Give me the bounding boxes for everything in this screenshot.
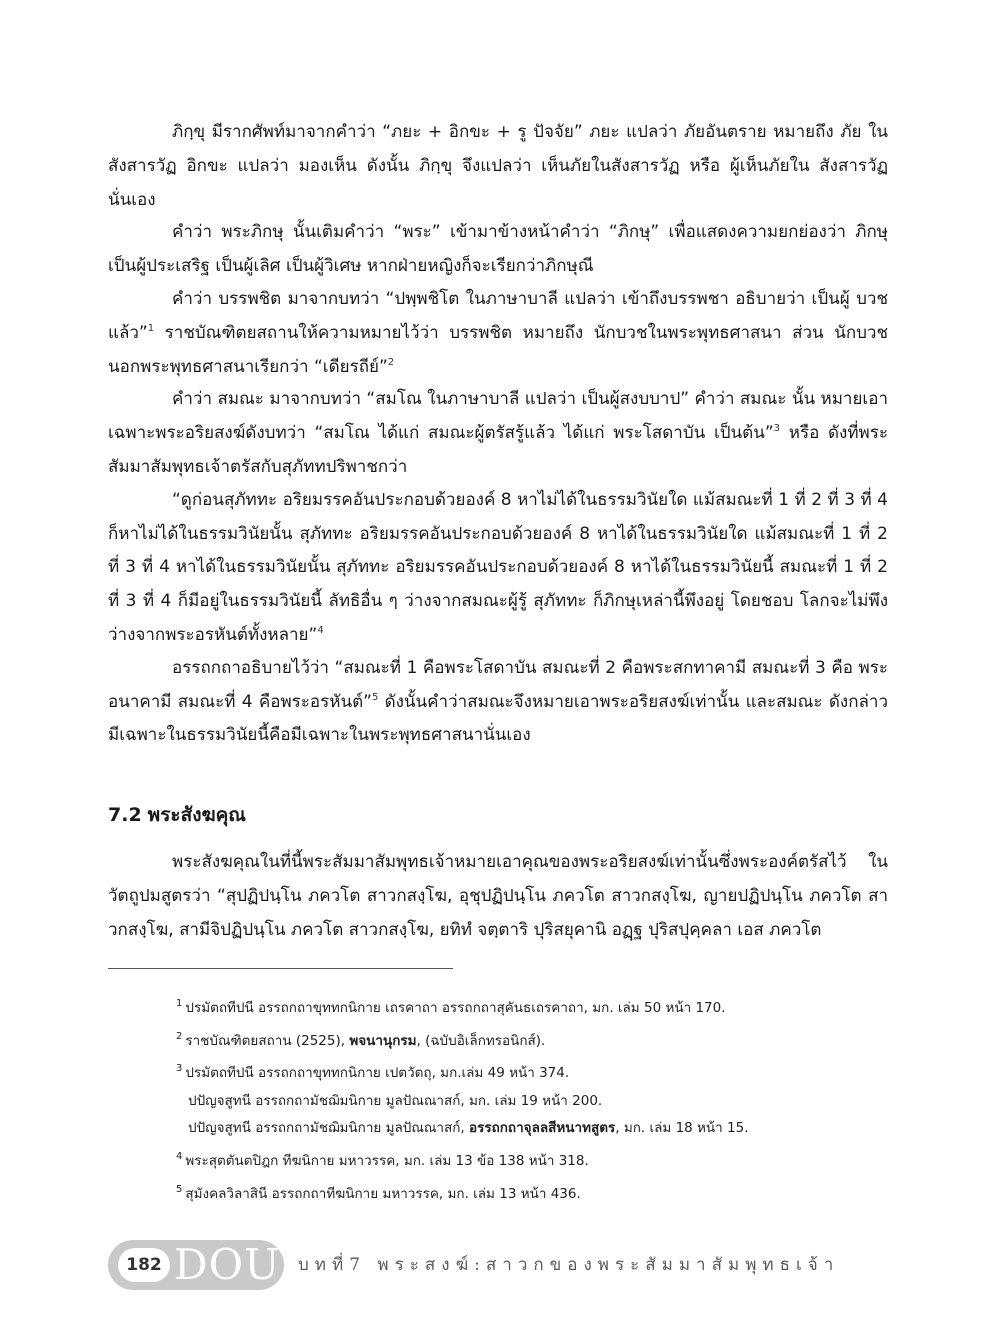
footnote-5 — [176, 1176, 896, 1209]
footnote-3 — [176, 1055, 896, 1088]
page-number: 182 — [118, 1248, 170, 1282]
footnotes — [176, 990, 896, 1208]
footnote-4-number: 4 — [176, 1150, 183, 1162]
paragraph-atthakatha-part2: ดังนั้นคำว่าสมณะจึงหมายเอาพระอริยสงฆ์เท่านั้น และสมณะ ดังกล่าวมีเฉพาะในธรรมวินัยนี้คือมีเฉพาะในพระพุทธศาสนานั่นเอง — [108, 691, 888, 746]
footnote-2-text-b: , (ฉบับอิเล็กทรอนิกส์). — [416, 1032, 546, 1049]
section-title: พระสังฆคุณ — [147, 804, 246, 826]
footnote-1-number: 1 — [176, 998, 183, 1009]
chapter-title: บทที่7 พระสงฆ์:สาวกของพระสัมมาสัมพุทธเจ้า — [298, 1255, 840, 1275]
footnote-ref-4[interactable]: 4 — [317, 624, 324, 636]
paragraph-banphachit-part1: คำว่า บรรพชิต มาจากบทว่า “ปพฺพชิโต ในภาษาบาลี แปลว่า เข้าถึงบรรพชา อธิบายว่า เป็นผู้ บวชแล้ว” — [108, 288, 888, 343]
paragraph-sanghakhun: พระสังฆคุณในที่นี้พระสัมมาสัมพุทธเจ้าหมายเอาคุณของพระอริยสงฆ์เท่านั้นซึ่งพระองค์ตรัสไว้ ในวัตถูปมสูตรว่า “สุปฏิปนฺโน ภควโต สาวกสงฺโฆ, อุชุปฏิปนฺโน ภควโต สาวกสงฺโฆ, ญายปฏิปนฺโน ภควโต สาวกสงฺโฆ, สามีจิปฏิปนฺโน ภควโต สาวกสงฺโฆ, ยทิทํ จตฺตาริ ปุริสยุคานิ อฏฺฐ ปุริสปุคฺคลา เอส ภควโต — [108, 852, 888, 940]
section-body — [108, 846, 888, 947]
footnote-2-bold: พจนานุกรม — [349, 1032, 417, 1049]
paragraph-quote-subhadda — [108, 484, 888, 653]
footnote-2-number: 2 — [176, 1030, 183, 1042]
footnote-5-number: 5 — [176, 1183, 183, 1195]
footnote-3-line-3 — [176, 1115, 896, 1143]
footnote-ref-2[interactable]: 2 — [387, 356, 395, 368]
dou-logo: DOU — [174, 1240, 281, 1289]
paragraph-samana — [108, 383, 888, 484]
body-text — [108, 116, 888, 753]
paragraph-phra-bhiksu: คำว่า พระภิกษุ นั้นเติมคำว่า “พระ” เข้ามาข้างหน้าคำว่า “ภิกษุ” เพื่อแสดงความยกย่องว่า ภิกษุ เป็นผู้ประเสริฐ เป็นผู้เลิศ เป็นผู้วิเศษ หากฝ่ายหญิงก็จะเรียกว่าภิกษุณี — [108, 222, 888, 277]
footnote-2-text-a: ราชบัณฑิตยสถาน (2525), — [185, 1032, 350, 1049]
footnote-ref-1[interactable]: 1 — [147, 322, 155, 334]
footer-badge — [108, 1240, 284, 1290]
footnote-3-text: ปรมัตถทีปนี อรรถกถาขุททกนิกาย เปตวัตถุ, มก.เล่ม 49 หน้า 374. — [185, 1065, 570, 1082]
footnote-1-text: ปรมัตถทีปนี อรรถกถาขุททกนิกาย เถรคาถา อรรถกถาสุคันธเถรคาถา, มก. เล่ม 50 หน้า 170. — [185, 1000, 726, 1016]
footnote-3-number: 3 — [176, 1063, 183, 1075]
paragraph-atthakatha-part1: อรรถกถาอธิบายไว้ว่า “สมณะที่ 1 คือพระโสดาบัน สมณะที่ 2 คือพระสกทาคามี สมณะที่ 3 คือ พระอนาคามี สมณะที่ 4 คือพระอรหันต์” — [108, 657, 888, 712]
paragraph-banphachit — [108, 283, 888, 384]
paragraph-banphachit-part2: ราชบัณฑิตยสถานให้ความหมายไว้ว่า บรรพชิต หมายถึง นักบวชในพระพุทธศาสนา ส่วน นักบวชนอกพระพุทธศาสนาเรียกว่า “เดียรถีย์” — [108, 322, 888, 377]
paragraph-samana-part1: คำว่า สมณะ มาจากบทว่า “สมโณ ในภาษาบาลี แปลว่า เป็นผู้สงบบาป” คำว่า สมณะ นั้น หมายเอาเฉพาะพระอริยสงฆ์ดังบทว่า “สมโณ ได้แก่ สมณะผู้ตรัสรู้แล้ว ได้แก่ พระโสดาบัน เป็นต้น” — [108, 389, 888, 444]
footnote-3-line-3-bold: อรรถกถาจุลลสีหนาทสูตร — [468, 1120, 616, 1137]
footnote-3-line-3-a: ปปัญจสูทนี อรรถกถามัชฌิมนิกาย มูลปัณณาสก์, — [188, 1120, 469, 1137]
section-heading — [108, 800, 246, 830]
paragraph-bhikkhu: ภิกฺขุ มีรากศัพท์มาจากคำว่า “ภยะ + อิกขะ + รู ปัจจัย” ภยะ แปลว่า ภัยอันตราย หมายถึง ภัย ในสังสารวัฏ อิกขะ แปลว่า มองเห็น ดังนั้น ภิกฺขุ จึงแปลว่า เห็นภัยในสังสารวัฏ หรือ ผู้เห็นภัยใน สังสารวัฏนั่นเอง — [108, 122, 888, 210]
footnote-3-line-2: ปปัญจสูทนี อรรถกถามัชฌิมนิกาย มูลปัณณาสก์, มก. เล่ม 19 หน้า 200. — [188, 1092, 603, 1109]
footnote-ref-5[interactable]: 5 — [371, 691, 379, 703]
footnote-4-text: พระสุตตันตปิฎก ทีฆนิกาย มหาวรรค, มก. เล่ม 13 ข้อ 138 หน้า 318. — [185, 1152, 589, 1169]
footnote-1 — [176, 990, 896, 1023]
paragraph-atthakatha — [108, 652, 888, 753]
page-footer — [108, 1240, 908, 1290]
footnote-divider — [108, 968, 453, 969]
section-number: 7.2 — [108, 804, 142, 826]
footnote-4 — [176, 1143, 896, 1176]
footnote-2 — [176, 1023, 896, 1056]
footnote-ref-3[interactable]: 3 — [773, 423, 781, 435]
footnote-3-line-3-b: , มก. เล่ม 18 หน้า 15. — [615, 1120, 749, 1137]
paragraph-samana-part2: หรือ ดังที่พระสัมมาสัมพุทธเจ้าตรัสกับสุภัททปริพาชกว่า — [108, 423, 888, 477]
quote-subhadda-text: “ดูก่อนสุภัททะ อริยมรรคอันประกอบด้วยองค์ 8 หาไม่ได้ในธรรมวินัยใด แม้สมณะที่ 1 ที่ 2 ที่ 3 ที่ 4 ก็หาไม่ได้ในธรรมวินัยนั้น สุภัททะ อริยมรรคอันประกอบด้วยองค์ 8 หาได้ในธรรมวินัยใด แม้สมณะที่ 1 ที่ 2 ที่ 3 ที่ 4 หาได้ในธรรมวินัยนั้น สุภัททะ อริยมรรคอันประกอบด้วยองค์ 8 หาได้ในธรรมวินัยนี้ สมณะที่ 1 ที่ 2 ที่ 3 ที่ 4 ก็มีอยู่ในธรรมวินัยนี้ ลัทธิอื่น ๆ ว่างจากสมณะผู้รู้ สุภัททะ ก็ภิกษุเหล่านี้พึงอยู่ โดยชอบ โลกจะไม่พึงว่างจากพระอรหันต์ทั้งหลาย” — [108, 489, 888, 645]
footnote-5-text: สุมังคลวิลาสินี อรรถกถาทีฆนิกาย มหาวรรค, มก. เล่ม 13 หน้า 436. — [185, 1185, 581, 1202]
